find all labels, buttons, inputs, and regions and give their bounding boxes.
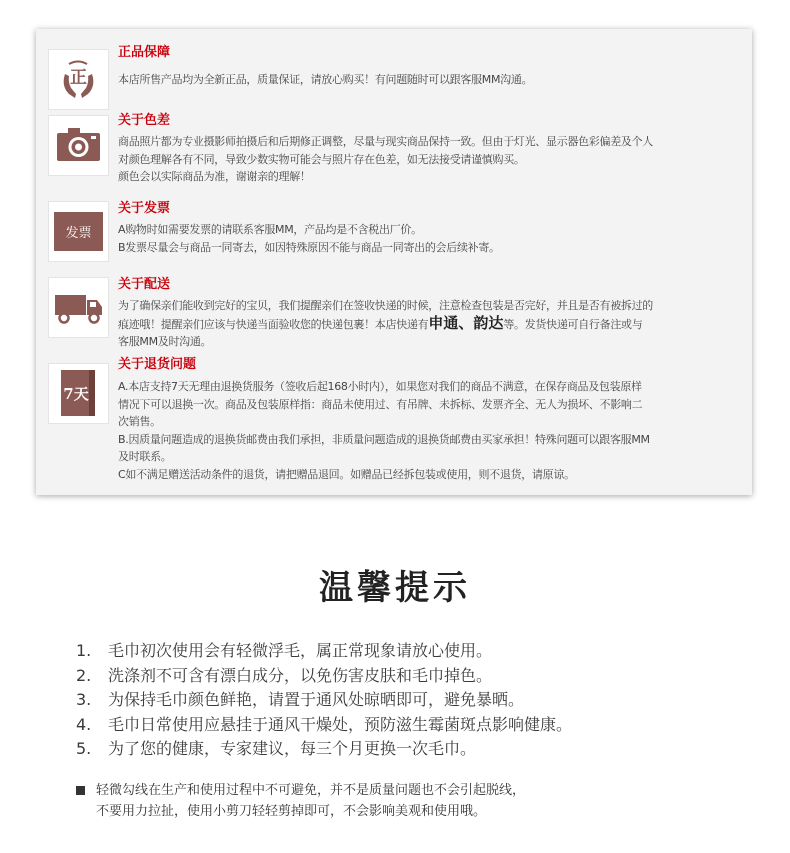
section-line: A购物时如需要发票的请联系客服MM，产品均是不含税出厂价。 [118,223,422,236]
list-number: 1. [76,641,92,660]
page-heading: 温馨提示 [319,568,471,608]
list-text: 洗涤剂不可含有漂白成分，以免伤害皮肤和毛巾掉色。 [108,665,493,685]
list-text: 毛巾初次使用会有轻微浮毛，属正常现象请放心使用。 [108,641,493,660]
list-text: 毛巾日常使用应悬挂于通风干燥处，预防滋生霉菌斑点影响健康。 [108,714,573,734]
list-text: 为保持毛巾颜色鲜艳，请置于通风处晾晒即可，避免暴晒。 [108,690,525,709]
square-bullet-icon [76,786,85,795]
list-item [76,688,756,713]
section-line: 为了确保亲们能收到完好的宝贝，我们提醒亲们在签收快递的时候，注意检查包装是否完好，并且是否有被拆过的 [118,299,653,312]
courier-names: 申通、韵达 [428,313,504,332]
list-item [76,639,756,664]
seven-day-return-icon [48,363,109,424]
section-body [118,133,742,186]
note-line: 轻微勾线在生产和使用过程中不可避免，并不是质量问题也不会引起脱线， [96,783,526,798]
list-item [76,713,756,738]
list-number: 3. [76,690,92,709]
list-number: 2. [76,665,92,685]
invoice-icon [48,201,109,262]
section-body [118,378,742,483]
tips-list [76,639,756,762]
seven-day-icon-text: 7天 [63,385,89,403]
list-item [76,737,756,762]
section-line: B发票尽量会与商品一同寄去，如因特殊原因不能与商品一同寄出的会后续补寄。 [118,240,500,254]
section-line [118,315,742,334]
section-title: 正品保障 [118,45,171,60]
usage-note [76,780,525,822]
section-body [118,297,742,351]
section-line: 次销售。 [118,415,161,428]
list-number: 4. [76,714,92,734]
invoice-icon-text: 发票 [65,226,92,241]
section-line: A.本店支持7天无理由退换货服务（签收后起168小时内），如果您对我们的商品不满意，在保存商品及包装原样 [118,380,642,393]
genuine-icon-text: 正 [70,68,87,88]
camera-icon [48,115,109,176]
section-line: 颜色会以实际商品为准，谢谢亲的理解！ [118,170,311,183]
section-title: 关于退货问题 [118,357,197,372]
section-line: 及时联系。 [118,450,172,463]
section-line: 情况下可以退换一次。商品及包装原样指：商品未使用过、有吊牌、未拆标、发票齐全、无人为损坏、不影响二 [118,397,643,411]
section-line: 商品照片都为专业摄影师拍摄后和后期修正调整，尽量与现实商品保持一致。但由于灯光、显示器色彩偏差及个人 [118,135,653,148]
line-part: 痕迹哦！提醒亲们应该与快递当面验收您的快递包裹！本店快递有 [118,317,429,331]
section-line: 对颜色理解各有不同，导致少数实物可能会与照片存在色差，如无法接受请谨慎购买。 [118,152,525,166]
section-title: 关于色差 [118,113,171,128]
section-line: B.因质量问题造成的退换货邮费由我们承担，非质量问题造成的退换货邮费由买家承担！特殊问题可以跟客服MM [118,432,650,446]
list-number: 5. [76,739,92,758]
section-line: 本店所售产品均为全新正品，质量保证，请放心购买！有问题随时可以跟客服MM沟通。 [118,73,533,86]
section-title: 关于配送 [118,277,171,292]
section-body [118,221,742,256]
list-item [76,664,756,689]
service-info-card [36,29,752,495]
line-part: 等。发货快递可自行备注或与 [503,317,643,331]
section-title: 关于发票 [118,201,171,216]
list-text: 为了您的健康，专家建议，每三个月更换一次毛巾。 [108,739,477,758]
section-body [118,71,742,89]
note-line: 不要用力拉扯，使用小剪刀轻轻剪掉即可，不会影响美观和使用哦。 [96,804,487,819]
delivery-truck-icon [48,277,109,338]
genuine-hands-icon [48,49,109,110]
section-line: 客服MM及时沟通。 [118,335,212,348]
section-line: C如不满足赠送活动条件的退货，请把赠品退回。如赠品已经拆包装或使用，则不退货，请原谅。 [118,467,575,481]
